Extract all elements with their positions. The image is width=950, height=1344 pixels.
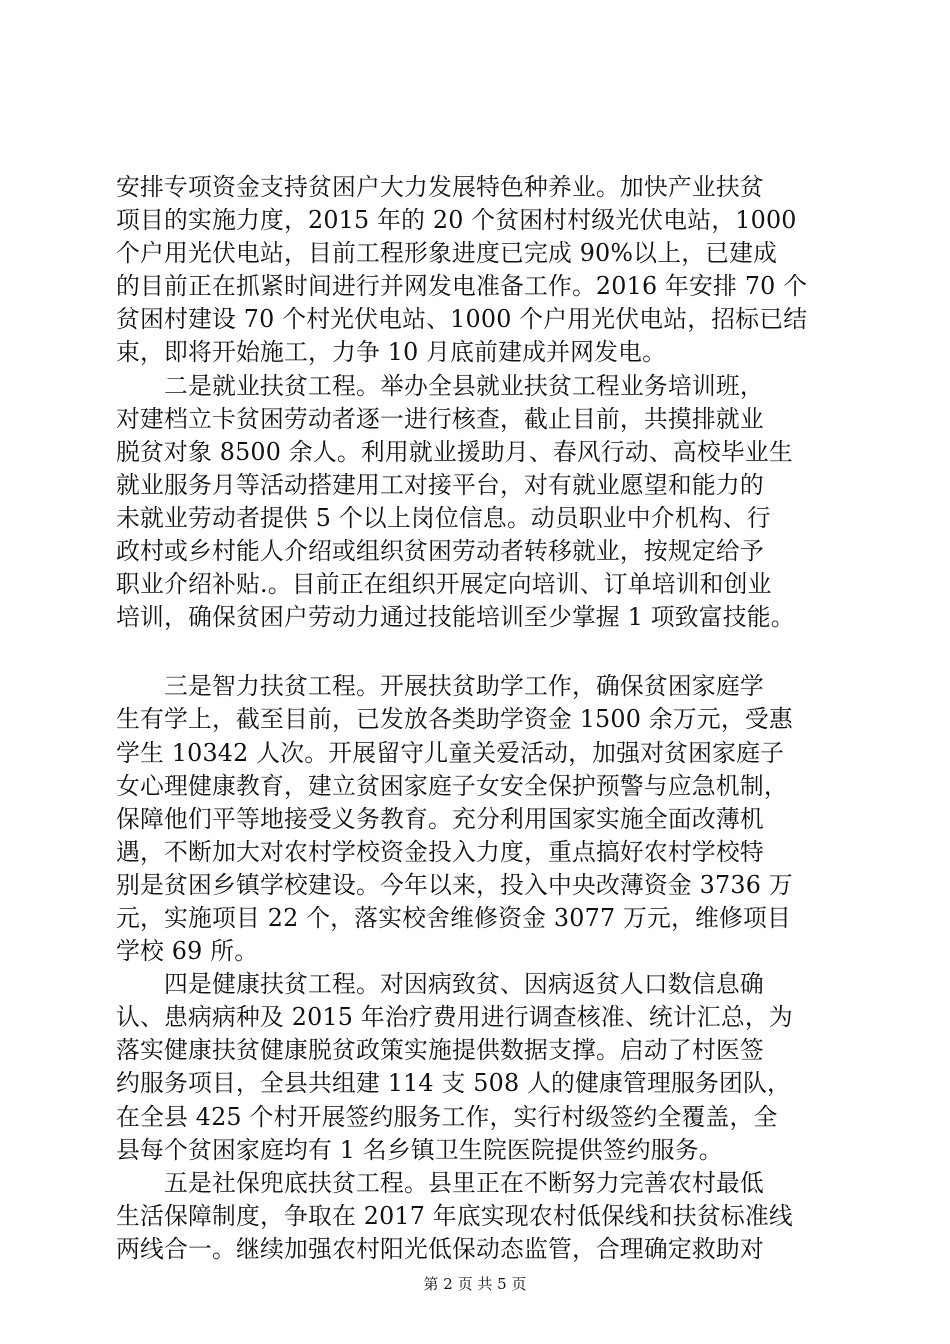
text-line: 生有学上，截至目前，已发放各类助学资金 1500 余万元，受惠 — [116, 705, 793, 734]
text-line: 女心理健康教育，建立贫困家庭子女安全保护预警与应急机制， — [116, 771, 788, 800]
text-line: 对建档立卡贫困劳动者逐一进行核查，截止目前，共摸排就业 — [116, 404, 764, 433]
text-line: 元，实施项目 22 个，落实校舍维修资金 3077 万元，维修项目 — [116, 903, 792, 932]
text-line: 脱贫对象 8500 余人。利用就业援助月、春风行动、高校毕业生 — [116, 437, 793, 466]
text-line: 未就业劳动者提供 5 个以上岗位信息。动员职业中介机构、行 — [116, 503, 771, 532]
text-line: 县每个贫困家庭均有 1 名乡镇卫生院医院提供签约服务。 — [116, 1135, 723, 1164]
page-number-footer: 第 2 页 共 5 页 — [423, 1275, 527, 1293]
text-line: 保障他们平等地接受义务教育。充分利用国家实施全面改薄机 — [116, 804, 764, 833]
text-line: 贫困村建设 70 个村光伏电站、1000 个户用光伏电站，招标已结 — [116, 305, 808, 334]
text-line: 别是贫困乡镇学校建设。今年以来，投入中央改薄资金 3736 万 — [116, 870, 793, 899]
paragraph-start-line: 三是智力扶贫工程。开展扶贫助学工作，确保贫困家庭学 — [116, 672, 764, 701]
text-line: 职业介绍补贴.。目前正在组织开展定向培训、订单培训和创业 — [116, 570, 772, 599]
blank-line — [116, 634, 852, 670]
text-line: 落实健康扶贫健康脱贫政策实施提供数据支撑。启动了村医签 — [116, 1036, 764, 1065]
text-line: 个户用光伏电站，目前工程形象进度已完成 90%以上，已建成 — [116, 239, 778, 268]
text-line: 在全县 425 个村开展签约服务工作，实行村级签约全覆盖，全 — [116, 1102, 778, 1131]
text-line: 认、患病病种及 2015 年治疗费用进行调查核准、统计汇总，为 — [116, 1003, 793, 1032]
paragraph-start-line: 四是健康扶贫工程。对因病致贫、因病返贫人口数信息确 — [116, 970, 764, 999]
paragraph-start-line: 五是社保兜底扶贫工程。县里正在不断努力完善农村最低 — [116, 1168, 764, 1197]
text-line: 政村或乡村能人介绍或组织贫困劳动者转移就业，按规定给予 — [116, 537, 764, 566]
text-line: 培训，确保贫困户劳动力通过技能培训至少掌握 1 项致富技能。 — [116, 603, 795, 632]
text-line: 两线合一。继续加强农村阳光低保动态监管，合理确定救助对 — [116, 1234, 764, 1263]
text-line: 约服务项目，全县共组建 114 支 508 人的健康管理服务团队， — [116, 1069, 792, 1098]
text-line: 学生 10342 人次。开展留守儿童关爱活动，加强对贫困家庭子 — [116, 738, 785, 767]
text-line: 项目的实施力度，2015 年的 20 个贫困村村级光伏电站，1000 — [116, 206, 797, 235]
paragraph-start-line: 二是就业扶贫工程。举办全县就业扶贫工程业务培训班， — [116, 371, 764, 400]
text-line: 安排专项资金支持贫困户大力发展特色种养业。加快产业扶贫 — [116, 173, 764, 201]
text-line: 生活保障制度，争取在 2017 年底实现农村低保线和扶贫标准线 — [116, 1201, 793, 1230]
document-body — [116, 171, 852, 1266]
text-line: 学校 69 所。 — [116, 937, 259, 966]
text-line: 束，即将开始施工，力争 10 月底前建成并网发电。 — [116, 338, 667, 367]
text-line: 遇，不断加大对农村学校资金投入力度，重点搞好农村学校特 — [116, 837, 764, 866]
text-line: 就业服务月等活动搭建用工对接平台，对有就业愿望和能力的 — [116, 470, 764, 499]
text-line: 的目前正在抓紧时间进行并网发电准备工作。2016 年安排 70 个 — [116, 272, 808, 301]
